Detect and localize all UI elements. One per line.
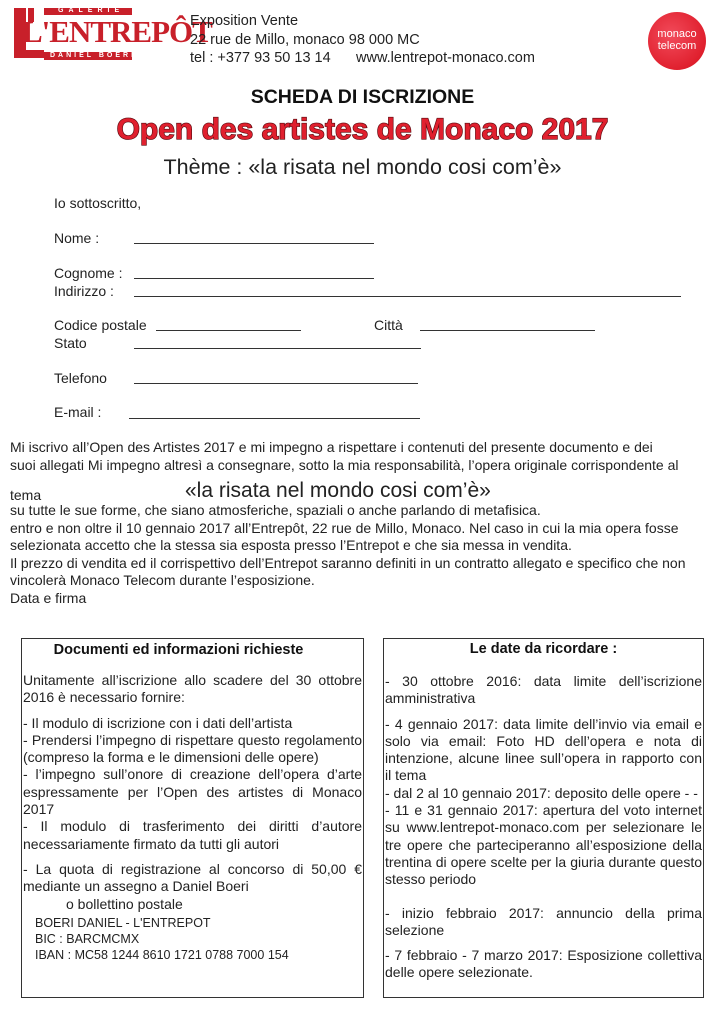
event-title-text: Open des artistes de Monaco 2017 xyxy=(116,113,609,146)
logo-galerie-text: GALERIE xyxy=(58,7,125,14)
header-address: 22 rue de Millo, monaco 98 000 MC xyxy=(190,31,420,48)
nome-field[interactable] xyxy=(134,243,374,244)
bank-details xyxy=(23,915,362,963)
conditions-line-4: Il prezzo di vendita ed il corrispettivo dell’Entrepot saranno definiti in un contratto allegato e specifico che non xyxy=(10,554,686,571)
dates-box-content xyxy=(384,673,703,982)
documents-fee: - La quota di registrazione al concorso di 50,00 € mediante un assegno a Daniel Boeri xyxy=(23,860,362,895)
header-exposition: Exposition Vente xyxy=(190,13,299,29)
gallery-logo xyxy=(14,7,212,64)
telefono-label: Telefono xyxy=(54,370,107,386)
intro-text: Io sottoscritto, xyxy=(54,195,142,211)
date-item-2: - 4 gennaio 2017: data limite dell’invio via email e solo via email: Foto HD dell’opera e nota di intenzione, alcune linee sull’opera in rapporto con il tema xyxy=(385,715,702,784)
header-contact xyxy=(190,12,535,68)
codice-postale-field[interactable] xyxy=(156,330,301,331)
date-item-1: - 30 ottobre 2016: data limite dell’iscrizione amministrativa xyxy=(385,673,702,707)
header-phone: tel : +377 93 50 13 14 xyxy=(190,50,331,66)
commitment-line-2: suoi allegati Mi impegno altresì a consegnare, sotto la mia responsabilità, l’opera originale corrispondente al xyxy=(10,456,679,473)
form-heading: SCHEDA DI ISCRIZIONE xyxy=(250,86,475,108)
codice-postale-label: Codice postale xyxy=(54,317,147,333)
telefono-field[interactable] xyxy=(134,383,418,384)
documents-fee-alt: o bollettino postale xyxy=(66,895,183,912)
conditions-line-2: entro e non oltre il 10 gennaio 2017 all’Entrepôt, 22 rue de Millo, Monaco. Nel caso in cui la mia opera fosse xyxy=(10,519,679,536)
date-item-5: - inizio febbraio 2017: annuncio della prima selezione xyxy=(385,904,702,938)
documents-box-title: Documenti ed informazioni richieste xyxy=(53,642,304,658)
header-phone-web xyxy=(190,49,535,68)
citta-field[interactable] xyxy=(420,330,595,331)
cognome-field[interactable] xyxy=(134,278,374,279)
sponsor-logo-line1: monaco xyxy=(657,28,697,40)
documents-item-2: - Prendersi l’impegno di rispettare questo regolamento (compreso la forma e le dimensioni delle opere) xyxy=(23,731,362,766)
email-field[interactable] xyxy=(129,418,420,419)
tema-value: «la risata nel mondo cosi com’è» xyxy=(185,479,491,502)
conditions-line-1: su tutte le sue forme, che siano atmosferiche, spaziali o anche parlando di metafisica. xyxy=(10,502,541,518)
event-title-graphic xyxy=(0,108,725,150)
dates-box xyxy=(383,638,704,998)
documents-box xyxy=(21,638,364,998)
documents-intro: Unitamente all’iscrizione allo scadere del 30 ottobre 2016 è necessario fornire: xyxy=(23,672,362,706)
bank-name: BOERI DANIEL - L'ENTREPOT xyxy=(35,915,211,930)
stato-field[interactable] xyxy=(134,348,421,349)
event-title xyxy=(0,108,725,155)
conditions-line-3: selezionata accetto che la stessa sia esposta presso l’Entrepot e che sia messa in vendita. xyxy=(10,537,572,553)
date-item-6: - 7 febbraio - 7 marzo 2017: Esposizione collettiva delle opere selezionate. xyxy=(385,947,702,981)
documents-box-content xyxy=(22,672,363,963)
commitment-line-1: Mi iscrivo all’Open des Artistes 2017 e mi impegno a rispettare i contenuti del presente documento e dei xyxy=(10,439,653,455)
bank-bic: BIC : BARCMCMX xyxy=(35,931,140,946)
email-label: E-mail : xyxy=(54,404,102,420)
form-theme: Thème : «la risata nel mondo cosi com’è» xyxy=(163,155,562,179)
conditions-paragraph xyxy=(10,502,715,607)
stato-label: Stato xyxy=(54,335,87,351)
indirizzo-label: Indirizzo : xyxy=(54,283,114,299)
documents-item-4: - Il modulo di trasferimento dei diritti d’autore necessariamente firmato da tutti gli autori xyxy=(23,818,362,852)
tema-label: tema xyxy=(10,487,42,503)
dates-box-title: Le date da ricordare : xyxy=(469,641,618,657)
date-item-4: - 11 e 31 gennaio 2017: apertura del voto internet su www.lentrepot-monaco.com per selezionare le tre opere che parteciperanno all’esposizione della trentina di opere scelte per la giuria durante questo stesso periodo xyxy=(385,802,702,888)
commitment-paragraph xyxy=(10,439,715,474)
bank-iban: IBAN : MC58 1244 8610 1721 0788 7000 154 xyxy=(35,947,289,962)
cognome-label: Cognome : xyxy=(54,265,123,281)
logo-owner-text: DANIEL BOERI xyxy=(50,52,137,59)
conditions-line-5: vincolerà Monaco Telecom durante l’esposizione. xyxy=(10,572,315,588)
indirizzo-field[interactable] xyxy=(134,296,681,297)
date-item-3: - dal 2 al 10 gennaio 2017: deposito delle opere - - xyxy=(385,784,698,801)
logo-entrepot-text: L'ENTREPÔT xyxy=(22,14,212,49)
documents-item-1: - Il modulo di iscrizione con i dati dell’artista xyxy=(23,714,293,731)
documents-item-3: - l’impegno sull’onore di creazione dell’opera d’arte espressamente per l’Open des artistes di Monaco 2017 xyxy=(23,766,362,818)
monaco-telecom-logo xyxy=(648,12,706,70)
citta-label: Città xyxy=(374,317,403,333)
sponsor-logo-line2: telecom xyxy=(657,40,697,52)
signature-label: Data e firma xyxy=(10,589,87,606)
header-website-link[interactable]: www.lentrepot-monaco.com xyxy=(356,50,535,66)
nome-label: Nome : xyxy=(54,230,100,246)
